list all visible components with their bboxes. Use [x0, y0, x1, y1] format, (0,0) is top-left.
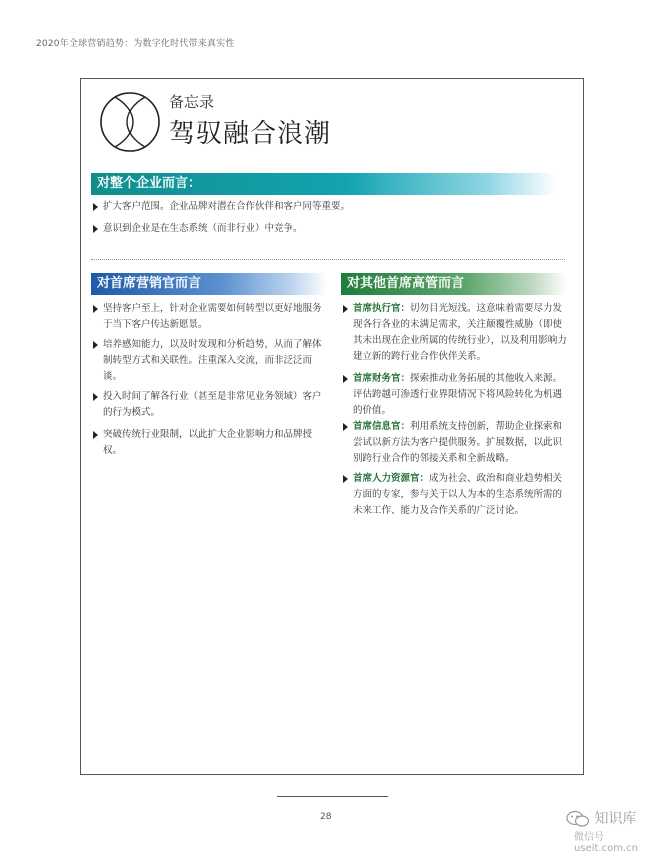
footer-rule — [277, 796, 388, 797]
cmo-bullet: 培养感知能力，以及时发现和分析趋势，从而了解体制转型方式和关联性。注重深入交流，而非泛泛而谈。 — [93, 337, 325, 385]
cmo-bullet: 坚持客户至上，针对企业需要如何转型以更好地服务于当下客户传达新愿景。 — [93, 301, 325, 333]
cmo-bullet: 投入时间了解各行业（甚至是非常见业务领域）客户的行为模式。 — [93, 389, 325, 421]
memo-label: 备忘录 — [169, 93, 215, 111]
cmo-bullet: 突破传统行业限制，以此扩大企业影响力和品牌授权。 — [93, 427, 325, 459]
memo-frame — [80, 78, 584, 775]
cmo-heading: 对首席营销官而言 — [91, 273, 327, 295]
running-head: 2020年全球营销趋势：为数字化时代带来真实性 — [36, 39, 235, 49]
bullet-triangle-icon — [343, 375, 348, 383]
bullet-triangle-icon — [93, 341, 98, 349]
bullet-triangle-icon — [93, 305, 98, 313]
csuite-item-cio: 首席信息官：利用系统支持创新，帮助企业探索和尝试以新方法为客户提供服务。扩展数据，以此识别跨行业合作的邻接关系和全新战略。 — [343, 419, 571, 467]
watermark — [566, 808, 636, 828]
enterprise-bullet: 意识到企业是在生态系统（而非行业）中竞争。 — [93, 221, 563, 237]
bullet-triangle-icon — [93, 225, 98, 233]
csuite-item-cfo: 首席财务官：探索推动业务拓展的其他收入来源。评估跨越可渗透行业界限情况下将风险转化为机遇的价值。 — [343, 371, 571, 419]
bullet-triangle-icon — [343, 423, 348, 431]
enterprise-heading: 对整个企业而言： — [91, 173, 557, 195]
bullet-triangle-icon — [93, 393, 98, 401]
csuite-item-ceo: 首席执行官：切勿目光短浅。这意味着需要尽力发现各行各业的未满足需求，关注颠覆性威胁（即使其未出现在企业所属的传统行业），以及利用影响力建立新的跨行业合作伙伴关系。 — [343, 301, 571, 365]
bullet-triangle-icon — [93, 431, 98, 439]
page-number: 28 — [320, 812, 332, 822]
watermark-name: 知识库 — [594, 811, 637, 827]
bullet-triangle-icon — [343, 475, 348, 483]
memo-title: 驾驭融合浪潮 — [169, 119, 332, 149]
watermark-sub: 微信号 useit.com.cn — [574, 832, 638, 854]
bullet-triangle-icon — [93, 203, 98, 211]
enterprise-bullet: 扩大客户范围。企业品牌对潜在合作伙伴和客户同等重要。 — [93, 199, 563, 215]
csuite-item-chro: 首席人力资源官：成为社会、政治和商业趋势相关方面的专家，参与关于以人为本的生态系统所需的未来工作、能力及合作关系的广泛讨论。 — [343, 471, 571, 519]
bullet-triangle-icon — [343, 305, 348, 313]
csuite-heading: 对其他首席高管而言 — [341, 273, 567, 295]
wechat-icon — [566, 810, 590, 828]
memo-logo-icon — [99, 91, 161, 153]
section-divider — [91, 259, 565, 260]
